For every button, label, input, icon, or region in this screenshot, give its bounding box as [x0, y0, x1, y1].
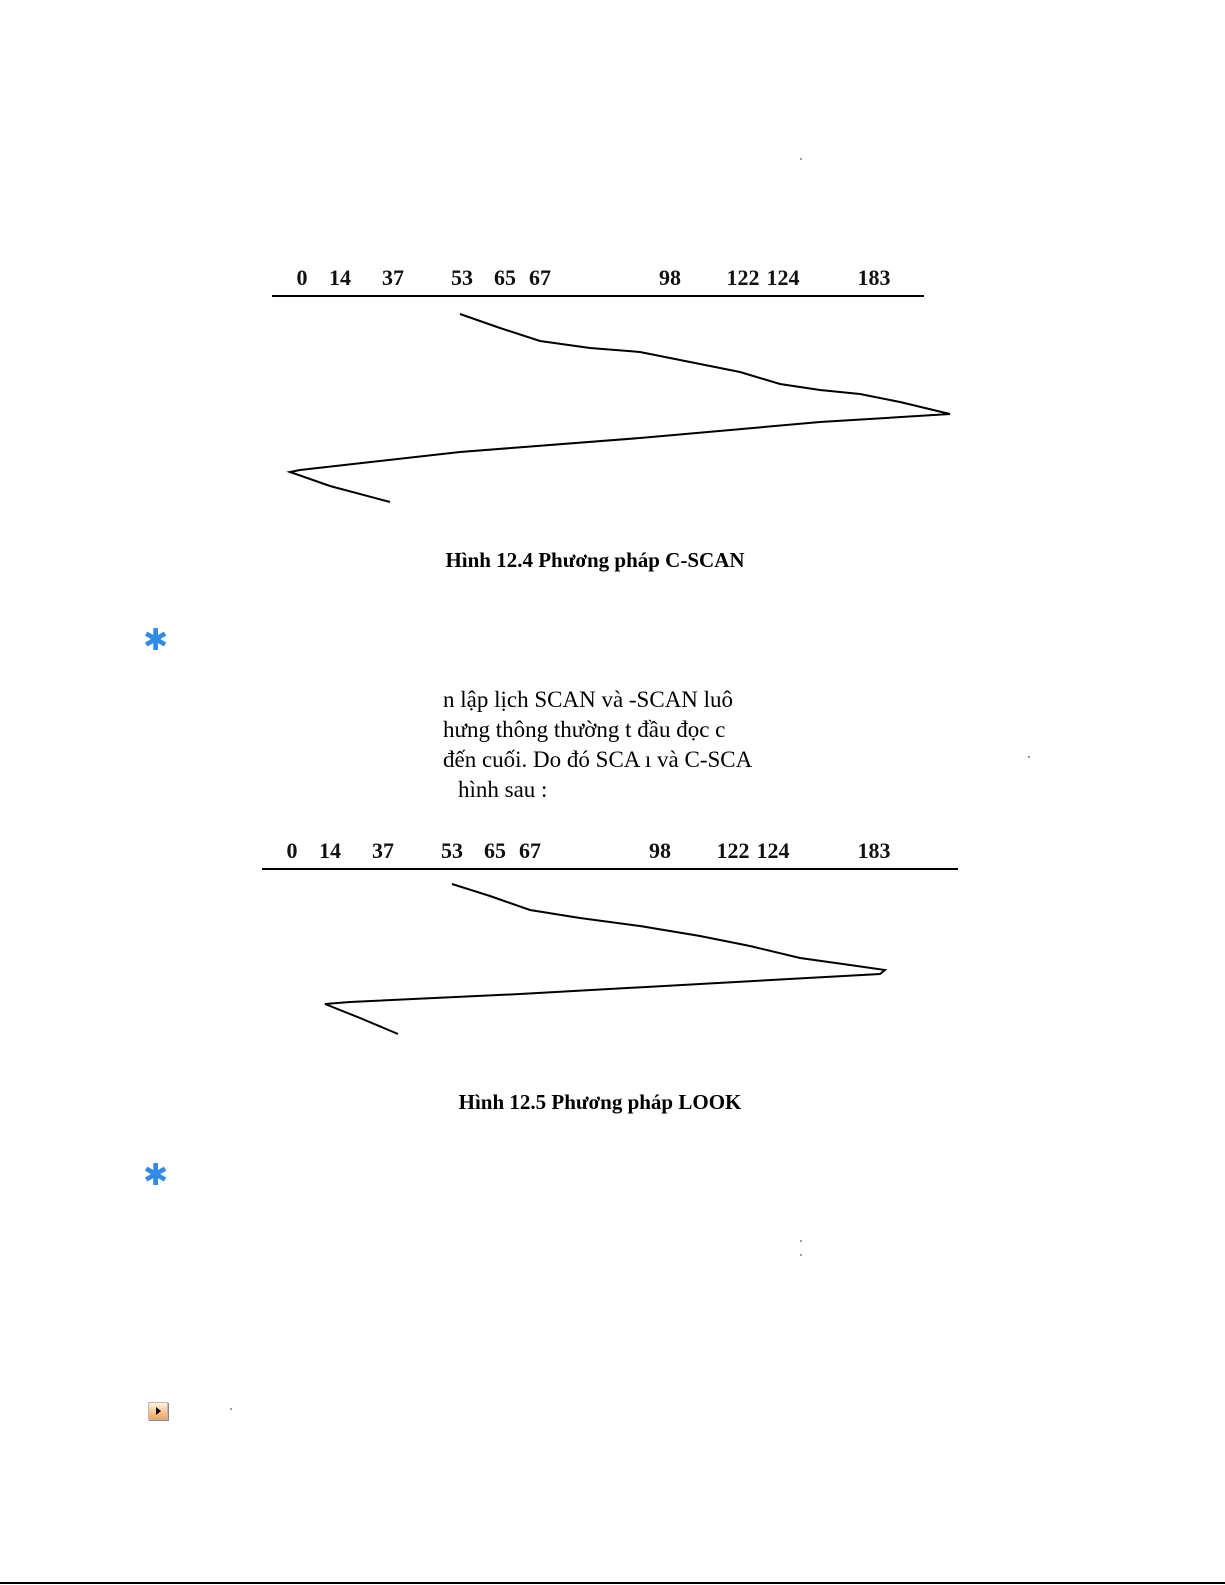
axis-tick-label-124: 124 [756, 838, 790, 863]
axis-tick-label-98: 98 [649, 838, 671, 863]
speck-dot [800, 1240, 802, 1242]
axis-tick-label-0: 0 [286, 838, 298, 863]
speck-dot [800, 158, 802, 160]
paragraph-line-4: hình sau : [458, 777, 548, 802]
axis-tick-label-67: 67 [519, 838, 541, 863]
axis-tick-label-122: 122 [726, 265, 760, 290]
paragraph-line-2: hưng thông thường t đầu đọc c [443, 717, 726, 742]
axis-tick-label-183: 183 [857, 265, 891, 290]
axis-tick-label-65: 65 [494, 265, 516, 290]
axis-tick-label-37: 37 [372, 838, 394, 863]
speck-dot [800, 1254, 802, 1256]
page-bottom-rule [0, 1582, 1225, 1584]
axis-tick-label-65: 65 [484, 838, 506, 863]
asterisk-bullet-icon: ✱ [143, 623, 169, 658]
asterisk-bullet-icon: ✱ [143, 1158, 169, 1193]
axis-tick-label-122: 122 [716, 838, 750, 863]
axis-tick-label-183: 183 [857, 838, 891, 863]
axis-tick-label-37: 37 [382, 265, 404, 290]
axis-tick-label-53: 53 [451, 265, 473, 290]
play-arrow-icon[interactable] [148, 1402, 168, 1420]
axis-tick-label-14: 14 [329, 265, 351, 290]
speck-dot [1028, 756, 1030, 758]
axis-tick-label-124: 124 [766, 265, 800, 290]
axis-tick-label-0: 0 [296, 265, 308, 290]
paragraph-line-1: n lập lịch SCAN và -SCAN luô [443, 687, 734, 712]
axis-tick-label-98: 98 [659, 265, 681, 290]
axis-tick-label-14: 14 [319, 838, 341, 863]
figure-look-caption: Hình 12.5 Phương pháp LOOK [458, 1090, 742, 1114]
axis-tick-label-53: 53 [441, 838, 463, 863]
figure-cscan-caption: Hình 12.4 Phương pháp C-SCAN [445, 548, 745, 572]
paragraph-line-3: đến cuối. Do đó SCA ı và C-SCA [443, 747, 753, 772]
axis-tick-label-67: 67 [529, 265, 551, 290]
speck-dot [230, 1408, 232, 1410]
look-head-path [325, 884, 885, 1034]
